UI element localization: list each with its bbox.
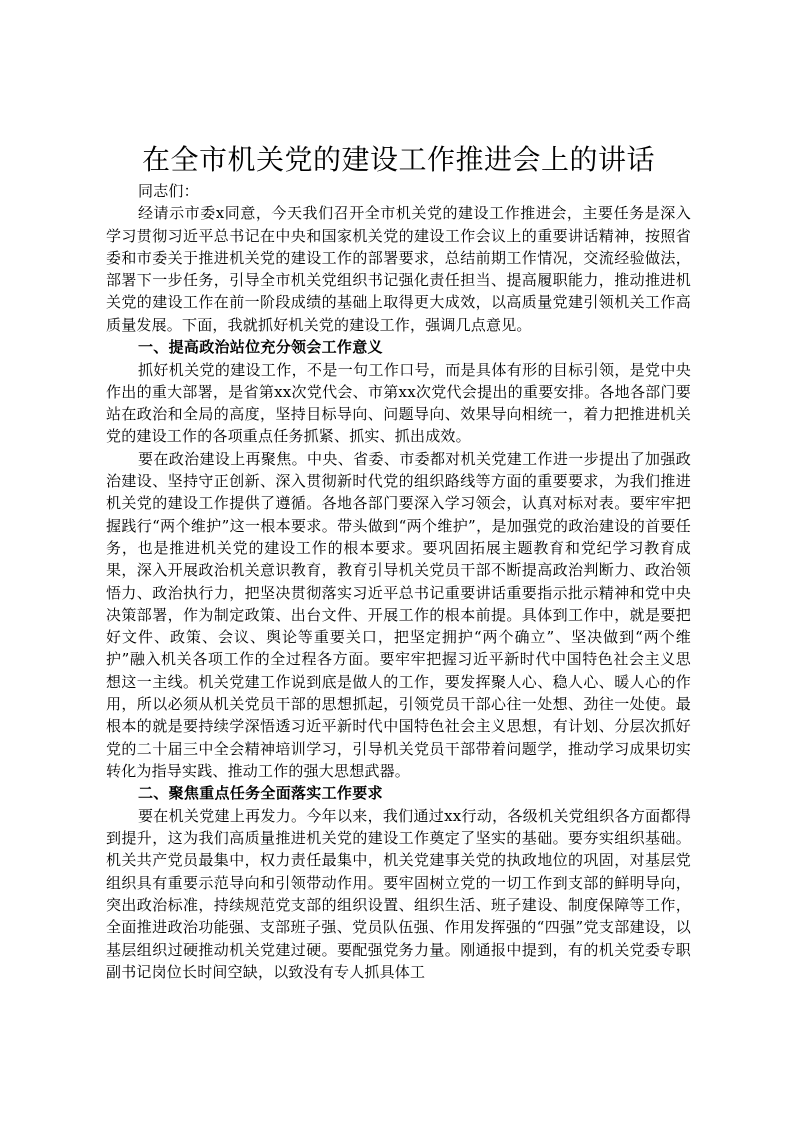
document-body (106, 180, 691, 983)
intro-paragraph: 经请示市委x同意，今天我们召开全市机关党的建设工作推进会，主要任务是深入学习贯彻习近平总书记在中央和国家机关党的建设工作会议上的重要讲话精神，按照省委和市委关于推进机关党的建设工作的部署要求，总结前期工作情况，交流经验做法，部署下一步任务，引导全市机关党组织书记强化责任担当、提高履职能力，推动推进机关党的建设工作在前一阶段成绩的基础上取得更大成效，以高质量党建引领机关工作高质量发展。下面，我就抓好机关党的建设工作，强调几点意见。 (106, 204, 691, 334)
section-heading-1: 一、提高政治站位充分领会工作意义 (138, 338, 383, 357)
section1-paragraph-1: 抓好机关党的建设工作，不是一句工作口号，而是具体有形的目标引领，是党中央作出的重大部署，是省第xx次党代会、市第xx次党代会提出的重要安排。各地各部门要站在政治和全局的高度，坚持目标导向、问题导向、效果导向相统一，着力把推进机关党的建设工作的各项重点任务抓紧、抓实、抓出成效。 (106, 360, 691, 446)
document-title: 在全市机关党的建设工作推进会上的讲话 (141, 143, 655, 176)
section1-paragraph-2: 要在政治建设上再聚焦。中央、省委、市委都对机关党建工作进一步提出了加强政治建设、坚持守正创新、深入贯彻新时代党的组织路线等方面的重要要求，为我们推进机关党的建设工作提供了遵循。各地各部门要深入学习领会，认真对标对表。要牢牢把握践行“两个维护”这一根本要求。带头做到“两个维护”，是加强党的政治建设的首要任务，也是推进机关党的建设工作的根本要求。要巩固拓展主题教育和党纪学习教育成果，深入开展政治机关意识教育，教育引导机关党员干部不断提高政治判断力、政治领悟力、政治执行力，把坚决贯彻落实习近平总书记重要讲话重要指示批示精神和党中央决策部署，作为制定政策、出台文件、开展工作的根本前提。具体到工作中，就是要把好文件、政策、会议、舆论等重要关口，把坚定拥护“两个确立”、坚决做到“两个维护”融入机关各项工作的全过程各方面。要牢牢把握习近平新时代中国特色社会主义思想这一主线。机关党建工作说到底是做人的工作，要发挥聚人心、稳人心、暖人心的作用，所以必须从机关党员干部的思想抓起，引领党员干部心往一处想、劲往一处使。最根本的就是要持续学深悟透习近平新时代中国特色社会主义思想，有计划、分层次抓好党的二十届三中全会精神培训学习，引导机关党员干部带着问题学，推动学习成果切实转化为指导实践、推动工作的强大思想武器。 (106, 449, 691, 780)
section2-paragraph-1: 要在机关党建上再发力。今年以来，我们通过xx行动，各级机关党组织各方面都得到提升，这为我们高质量推进机关党的建设工作奠定了坚实的基础。要夯实组织基础。机关共产党员最集中，权力责任最集中，机关党建事关党的执政地位的巩固，对基层党组织具有重要示范导向和引领带动作用。要牢固树立党的一切工作到支部的鲜明导向，突出政治标准，持续规范党支部的组织设置、组织生活、班子建设、制度保障等工作，全面推进政治功能强、支部班子强、党员队伍强、作用发挥强的“四强”党支部建设，以基层组织过硬推动机关党建过硬。要配强党务力量。刚通报中提到，有的机关党委专职副书记岗位长时间空缺，以致没有专人抓具体工 (106, 806, 691, 981)
salutation: 同志们： (138, 182, 199, 200)
section-heading-2: 二、聚焦重点任务全面落实工作要求 (138, 784, 383, 803)
